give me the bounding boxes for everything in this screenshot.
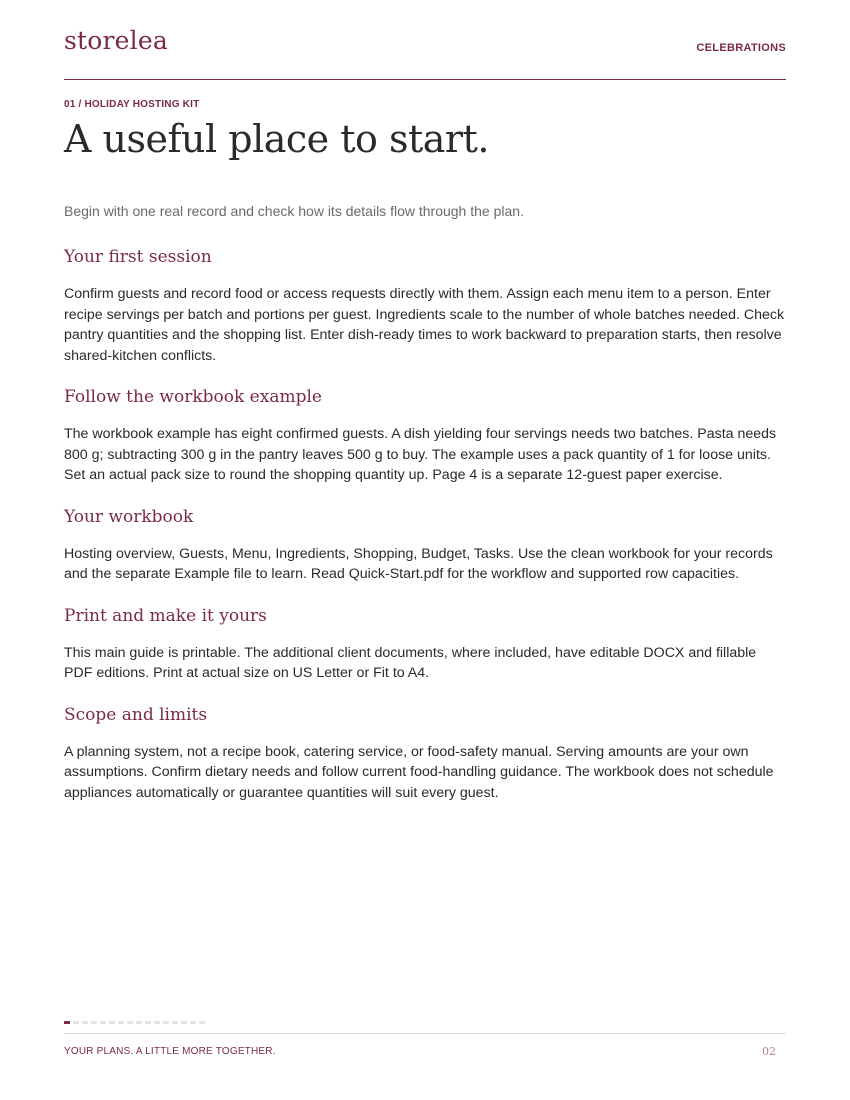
progress-dot xyxy=(82,1021,88,1024)
section-body: This main guide is printable. The additional client documents, where included, have editable DOCX and fillable PDF editions. Print at actual size on US Letter or Fit to A4. xyxy=(64,644,757,681)
section-heading: Scope and limits xyxy=(64,704,208,725)
progress-dot xyxy=(127,1021,133,1024)
section-body: The workbook example has eight confirmed guests. A dish yielding four servings needs two batches. Pasta needs 800 g; subtracting 300 g in the pantry leaves 500 g to buy. The example uses a pack quantity of 1 for loose units. Set an actual pack size to round the shopping quantity up. Page 4 is a separate 12-guest paper exercise. xyxy=(64,426,777,483)
header-label: CELEBRATIONS xyxy=(696,42,786,54)
section-kicker: 01 / HOLIDAY HOSTING KIT xyxy=(64,99,200,110)
progress-dot xyxy=(145,1021,151,1024)
page-number: 02 xyxy=(762,1045,776,1058)
progress-dot xyxy=(91,1021,97,1024)
brand-logo: storelea xyxy=(64,26,168,55)
progress-dot xyxy=(181,1021,187,1024)
section-heading: Your workbook xyxy=(64,506,194,527)
content-sections xyxy=(64,244,786,821)
header-divider xyxy=(64,79,786,80)
section-scope-limits xyxy=(64,702,786,804)
section-print xyxy=(64,603,786,684)
section-workbook-example xyxy=(64,384,786,486)
section-heading: Follow the workbook example xyxy=(64,387,322,407)
section-first-session xyxy=(64,244,786,366)
progress-dot xyxy=(109,1021,115,1024)
section-body: A planning system, not a recipe book, catering service, or food-safety manual. Serving amounts are your own assumptions. Confirm dietary needs and follow current food-handling guidance. The workbook does not schedule appliances automatically or guarantee quantities will suit every guest. xyxy=(64,743,774,801)
footer-tagline: YOUR PLANS. A LITTLE MORE TOGETHER. xyxy=(64,1046,276,1057)
progress-dot xyxy=(136,1021,142,1024)
progress-dot-active xyxy=(64,1021,70,1024)
intro-text: Begin with one real record and check how its details flow through the plan. xyxy=(64,203,524,219)
progress-dot xyxy=(100,1021,106,1024)
section-heading: Print and make it yours xyxy=(64,605,267,626)
progress-dot xyxy=(190,1021,196,1024)
progress-dot xyxy=(163,1021,169,1024)
progress-dot xyxy=(118,1021,124,1024)
section-body: Confirm guests and record food or access requests directly with them. Assign each menu item to a person. Enter recipe servings per batch and portions per guest. Ingredients scale to the number of whole batches needed. Check pantry quantities and the shopping list. Enter dish-ready times to work backward to preparation starts, then resolve shared-kitchen conflicts. xyxy=(64,286,785,364)
progress-dot xyxy=(73,1021,79,1024)
progress-dot xyxy=(154,1021,160,1024)
progress-dot xyxy=(172,1021,178,1024)
page-title: A useful place to start. xyxy=(64,117,489,161)
progress-dot xyxy=(199,1021,205,1024)
section-heading: Your first session xyxy=(64,247,212,267)
section-body: Hosting overview, Guests, Menu, Ingredients, Shopping, Budget, Tasks. Use the clean workbook for your records and the separate Example file to learn. Read Quick-Start.pdf for the workflow and supported row capacities. xyxy=(64,545,773,582)
section-your-workbook xyxy=(64,504,786,585)
footer-divider xyxy=(64,1033,786,1034)
page-progress-indicator xyxy=(64,1021,205,1024)
